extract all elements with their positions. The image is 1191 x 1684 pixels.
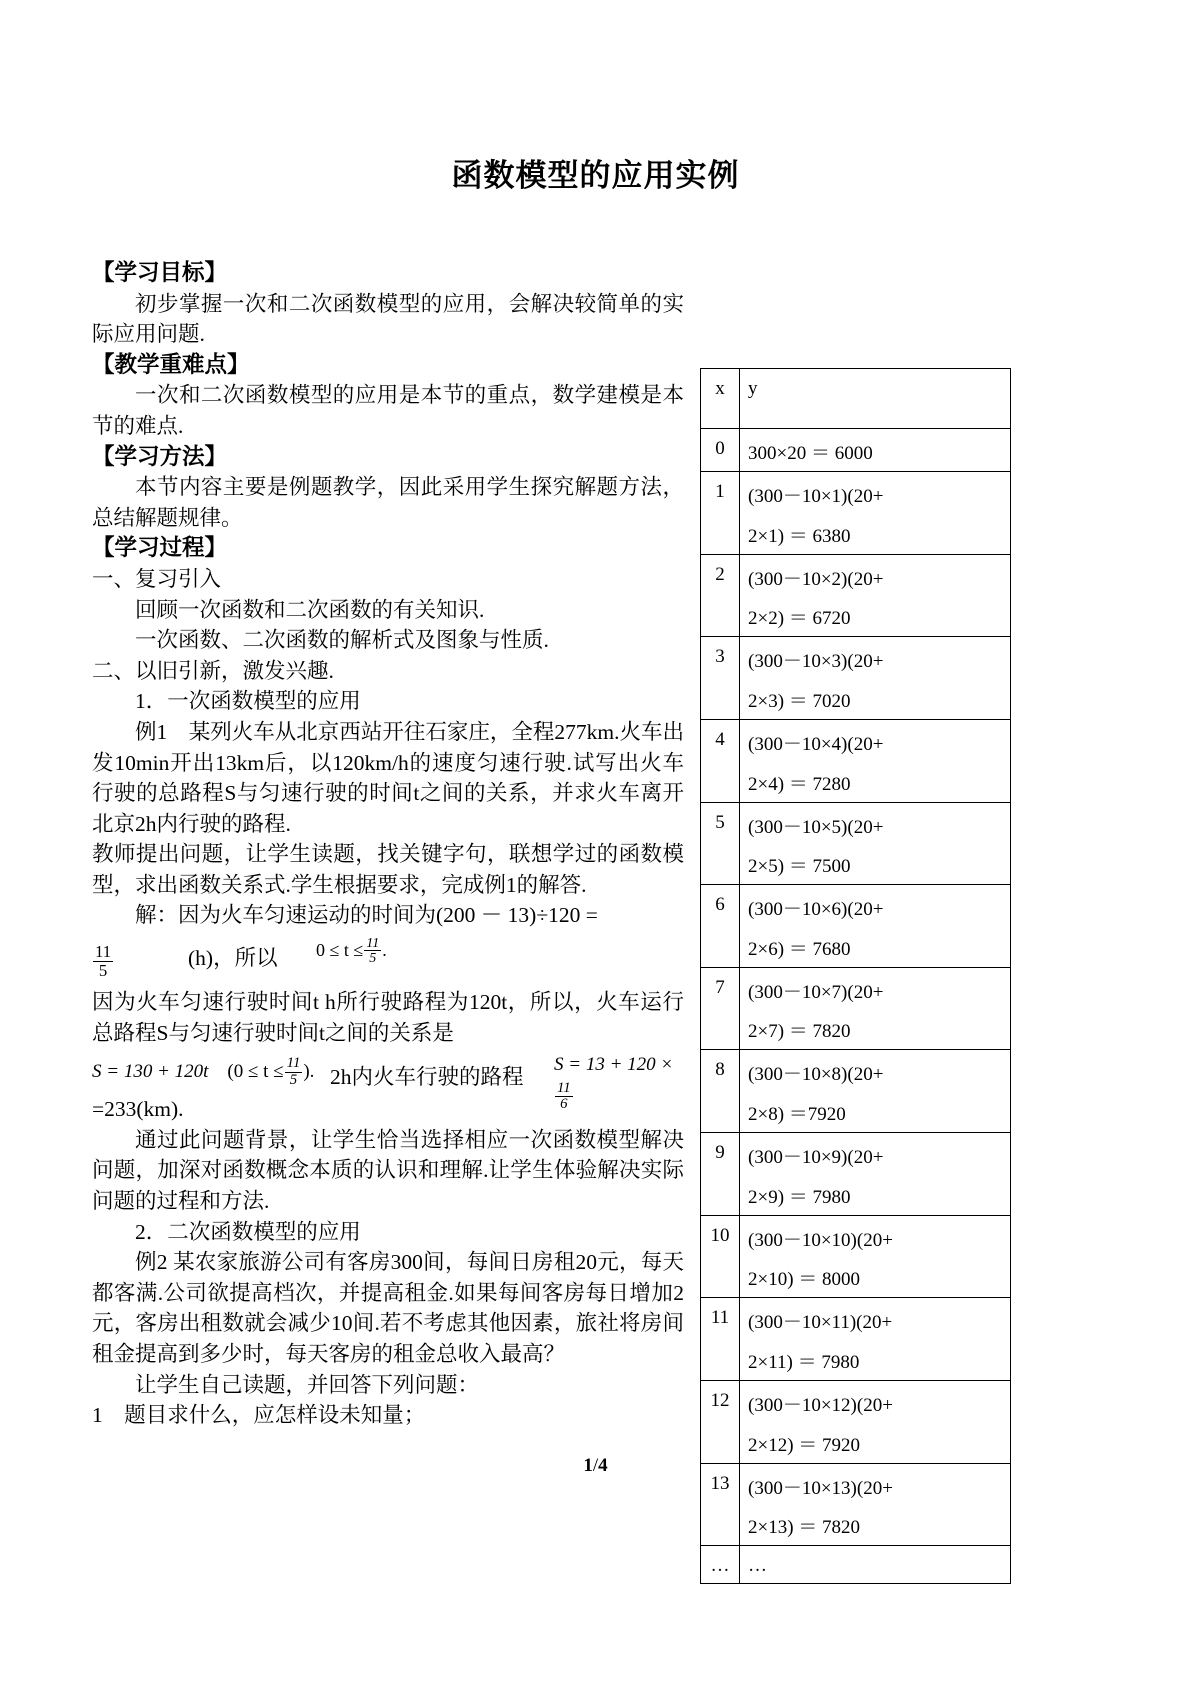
cell-y [740, 1133, 1011, 1216]
cell-y-line2: 2×7) ＝ 7820 [748, 1021, 851, 1043]
cell-y-line2: 2×2) ＝ 6720 [748, 608, 851, 630]
cell-y-token: 10×8)(20 [801, 1064, 873, 1086]
cell-y-token: + [882, 1395, 893, 1417]
cell-y-token: (300 [748, 1312, 783, 1334]
cell-y-token: 10×4)(20 [801, 733, 873, 755]
cell-y-line1 [748, 729, 1004, 755]
paragraph-guide: 让学生自己读题，并回答下列问题： [135, 1372, 480, 1397]
cell-y-token: + [872, 899, 884, 921]
cell-y [740, 1298, 1011, 1381]
cell-y-token: + [872, 568, 884, 590]
table-header-row [701, 369, 1011, 429]
footer-current-page: 1 [583, 1455, 593, 1476]
cell-y-token: + [882, 1229, 893, 1251]
cell-y-token: － [782, 899, 802, 921]
cell-y-token: (300 [748, 1229, 783, 1251]
table-row [701, 1381, 1011, 1464]
cell-y-token: 10×12)(20 [801, 1395, 883, 1417]
paragraph-question-1: 1 题目求什么，应怎样设未知量； [92, 1403, 426, 1428]
cell-y-token: － [782, 486, 802, 507]
table-row [701, 885, 1011, 968]
paragraph-solution-lead: 解：因为火车匀速运动的时间为(200 － 13)÷120 = [135, 903, 598, 928]
cell-y-token: + [872, 651, 884, 673]
cell-y-token: － [782, 1229, 802, 1251]
paragraph-solution-body: 因为火车匀速行驶时间t h所行驶路程为120t，所以，火车运行总路程S与匀速行驶时间t之间的关系是 [92, 990, 684, 1045]
cell-y-token: + [872, 1064, 884, 1086]
cell-y [740, 554, 1011, 637]
cell-y-line1 [748, 1390, 1004, 1416]
page-footer [0, 1455, 1191, 1477]
heading-key-difficulty: 【教学重难点】 [92, 351, 250, 377]
cell-y-line1 [748, 977, 1004, 1003]
cell-y-line1 [748, 1307, 1004, 1333]
heading-learning-method: 【学习方法】 [92, 443, 228, 469]
paragraph-review-line1: 回顾一次函数和二次函数的有关知识. [135, 597, 485, 622]
cell-y-line1 [748, 812, 1004, 838]
table-row [701, 472, 1011, 555]
formula-caption-2h: 2h内火车行驶的路程 [330, 1065, 524, 1090]
inequality-t-range [316, 935, 387, 966]
table-row [701, 1133, 1011, 1216]
cell-y-token: 10×1)(20 [801, 486, 873, 507]
cell-y-token: － [782, 1064, 802, 1086]
cell-y-token: (300 [748, 651, 783, 673]
cell-y-token: － [782, 568, 802, 590]
cell-y-token: (300 [748, 733, 783, 755]
cell-y-token: + [881, 1312, 893, 1334]
cell-y-token: 10×10)(20 [801, 1229, 883, 1251]
cell-y [740, 802, 1011, 885]
cell-y-line: … [748, 1555, 767, 1577]
column-header-x: x [701, 369, 740, 429]
cell-y-token: 10×13)(20 [801, 1477, 883, 1499]
cell-y-line2: 2×10) ＝ 8000 [748, 1269, 861, 1291]
paragraph-key-difficulty: 一次和二次函数模型的应用是本节的重点，数学建模是本节的难点. [92, 383, 684, 438]
cell-y-line2: 2×11) ＝ 7980 [748, 1352, 860, 1374]
cell-y-line2: 2×3) ＝ 7020 [748, 690, 851, 712]
subheading-quadratic-model: 2．二次函数模型的应用 [135, 1219, 361, 1244]
page-title: 函数模型的应用实例 [451, 158, 740, 193]
solution-fraction-value [92, 943, 114, 979]
cell-y-token: (300 [748, 1477, 783, 1499]
cell-y-token: (300 [748, 1395, 783, 1417]
cell-y-token: (300 [748, 486, 783, 507]
cell-y-token: － [782, 1477, 802, 1499]
solution-unit-text: (h)，所以 [188, 946, 278, 971]
cell-y-token: 10×7)(20 [801, 981, 873, 1003]
table-row [701, 1546, 1011, 1584]
cell-y-line: 300×20 ＝ 6000 [748, 443, 873, 464]
table-row [701, 967, 1011, 1050]
paragraph-teacher-note-1: 教师提出问题，让学生读题，找关键字句，联想学过的函数模型，求出函数关系式.学生根据要求，完成例1的解答. [92, 842, 684, 897]
column-header-y: y [740, 369, 1011, 429]
formula-result: =233(km). [92, 1097, 184, 1122]
cell-y-token: 10×6)(20 [801, 899, 873, 921]
cell-y-token: 10×5)(20 [801, 816, 873, 838]
cell-x: 9 [701, 1133, 740, 1216]
cell-y-token: (300 [748, 816, 783, 838]
table-row [701, 802, 1011, 885]
cell-y-token: 10×3)(20 [801, 651, 873, 673]
cell-y-token: + [882, 1477, 893, 1499]
footer-separator: / [592, 1455, 599, 1476]
table-row [701, 719, 1011, 802]
cell-x: 4 [701, 719, 740, 802]
paragraph-example-2: 例2 某农家旅游公司有客房300间，每间日房租20元，每天都客满.公司欲提高档次，并提高租金.如果每间客房每日增加2元，客房出租数就会减少10间.若不考虑其他因素，旅社将房间租金提高到多少时，每天客房的租金总收入最高？ [92, 1250, 684, 1366]
cell-y [740, 719, 1011, 802]
heading-learning-goal: 【学习目标】 [92, 260, 228, 285]
cell-y-token: + [872, 1147, 884, 1169]
table-row [701, 1298, 1011, 1381]
cell-y-token: (300 [748, 568, 783, 590]
cell-y-line1 [748, 894, 1004, 920]
cell-y-token: 10×2)(20 [801, 568, 873, 590]
cell-y-token: 10×11)(20 [801, 1312, 882, 1334]
table-row [701, 637, 1011, 720]
paragraph-learning-goal: 初步掌握一次和二次函数模型的应用，会解决较简单的实际应用问题. [92, 291, 684, 347]
table-row [701, 429, 1011, 472]
footer-total-pages: 4 [598, 1455, 608, 1476]
subheading-review: 一、复习引入 [92, 566, 222, 591]
cell-y-line2: 2×5) ＝ 7500 [748, 856, 851, 878]
paragraph-learning-method: 本节内容主要是例题教学，因此采用学生探究解题方法，总结解题规律。 [92, 475, 684, 530]
cell-y [740, 1546, 1011, 1584]
cell-y-token: + [872, 486, 884, 507]
cell-y-token: (300 [748, 1147, 783, 1169]
cell-x: 12 [701, 1381, 740, 1464]
cell-y-token: (300 [748, 899, 783, 921]
cell-y-token: + [872, 981, 884, 1003]
cell-x: 2 [701, 554, 740, 637]
subheading-linear-model: 1．一次函数模型的应用 [135, 689, 361, 714]
cell-y-line1 [748, 1059, 1004, 1085]
cell-y-token: (300 [748, 981, 783, 1003]
xy-value-table [700, 368, 1011, 1584]
paragraph-example-1: 例1 某列火车从北京西站开往石家庄，全程277km.火车出发10min开出13km后，以120km/h的速度匀速行驶.试写出火车行驶的总路程S与匀速行驶的时间t之间的关系，并求火车离开北京2h内行驶的路程. [92, 719, 684, 836]
formula-total-distance: S = 130 + 120t (0 ≤ t ≤ $\frac{11}{5}$ ). [92, 1055, 315, 1088]
cell-y-line2: 2×9) ＝ 7980 [748, 1186, 851, 1208]
cell-y [740, 1050, 1011, 1133]
cell-y [740, 885, 1011, 968]
cell-y-line1 [748, 481, 1004, 507]
heading-learning-process: 【学习过程】 [92, 535, 228, 561]
inequality-lead: 0 ≤ t ≤ [316, 940, 364, 961]
cell-x: 7 [701, 967, 740, 1050]
cell-y-token: － [782, 651, 802, 673]
solution-fraction-line [92, 931, 684, 987]
paragraph-reflection: 通过此问题背景，让学生恰当选择相应一次函数模型解决问题，加深对函数概念本质的认识和理解.让学生体验解决实际问题的过程和方法. [92, 1127, 684, 1214]
inequality-tail: . [382, 940, 387, 961]
table-row [701, 1050, 1011, 1133]
cell-y-token: － [782, 816, 802, 838]
cell-y-line1 [748, 646, 1004, 672]
cell-y-token: － [782, 1312, 802, 1334]
cell-y-line1 [748, 1142, 1004, 1168]
cell-y-token: － [782, 981, 802, 1003]
cell-y-line2: 2×13) ＝ 7820 [748, 1517, 861, 1539]
cell-y [740, 1381, 1011, 1464]
cell-y [740, 472, 1011, 555]
table-row [701, 1215, 1011, 1298]
cell-x: 5 [701, 802, 740, 885]
cell-x: … [701, 1546, 740, 1584]
cell-x: 8 [701, 1050, 740, 1133]
formula-2h-distance: S = 13 + 120 × $\frac{11}{6}$ [554, 1054, 674, 1113]
cell-y-line2: 2×6) ＝ 7680 [748, 938, 851, 960]
cell-y-token: + [872, 816, 884, 838]
cell-y-token: － [782, 1147, 802, 1169]
cell-y-token: + [872, 733, 884, 755]
cell-y [740, 967, 1011, 1050]
paragraph-review-line2: 一次函数、二次函数的解析式及图象与性质. [135, 628, 549, 653]
subheading-new-from-old: 二、以旧引新，激发兴趣. [92, 658, 334, 683]
cell-y [740, 429, 1011, 472]
cell-y-line1 [748, 564, 1004, 590]
cell-y [740, 637, 1011, 720]
cell-x: 0 [701, 429, 740, 472]
cell-y-line2: 2×4) ＝ 7280 [748, 773, 851, 795]
cell-y-token: － [782, 1395, 802, 1417]
cell-y-token: 10×9)(20 [801, 1147, 873, 1169]
cell-y-line2: 2×1) ＝ 6380 [748, 525, 851, 547]
cell-x: 11 [701, 1298, 740, 1381]
cell-y [740, 1215, 1011, 1298]
fraction-eleven-fifths: $\frac{11}{5}$ [95, 942, 112, 980]
cell-x: 10 [701, 1215, 740, 1298]
cell-x: 6 [701, 885, 740, 968]
cell-x: 3 [701, 637, 740, 720]
cell-y-line2: 2×8) ＝7920 [748, 1104, 846, 1126]
table-body [701, 369, 1011, 1584]
fraction-eleven-sixths: $\frac{11}{6}$ [557, 1079, 571, 1113]
cell-y-line2: 2×12) ＝ 7920 [748, 1434, 861, 1456]
cell-y-token: － [782, 733, 802, 755]
fraction-eleven-fifths-3: $\frac{11}{5}$ [286, 1055, 301, 1088]
cell-x: 13 [701, 1463, 740, 1546]
fraction-eleven-fifths-2: $\frac{11}{5}$ [366, 934, 380, 967]
cell-y-token: (300 [748, 1064, 783, 1086]
cell-y-line1 [748, 1225, 1004, 1251]
table-row [701, 554, 1011, 637]
cell-x: 1 [701, 472, 740, 555]
main-text-column [92, 258, 684, 1431]
